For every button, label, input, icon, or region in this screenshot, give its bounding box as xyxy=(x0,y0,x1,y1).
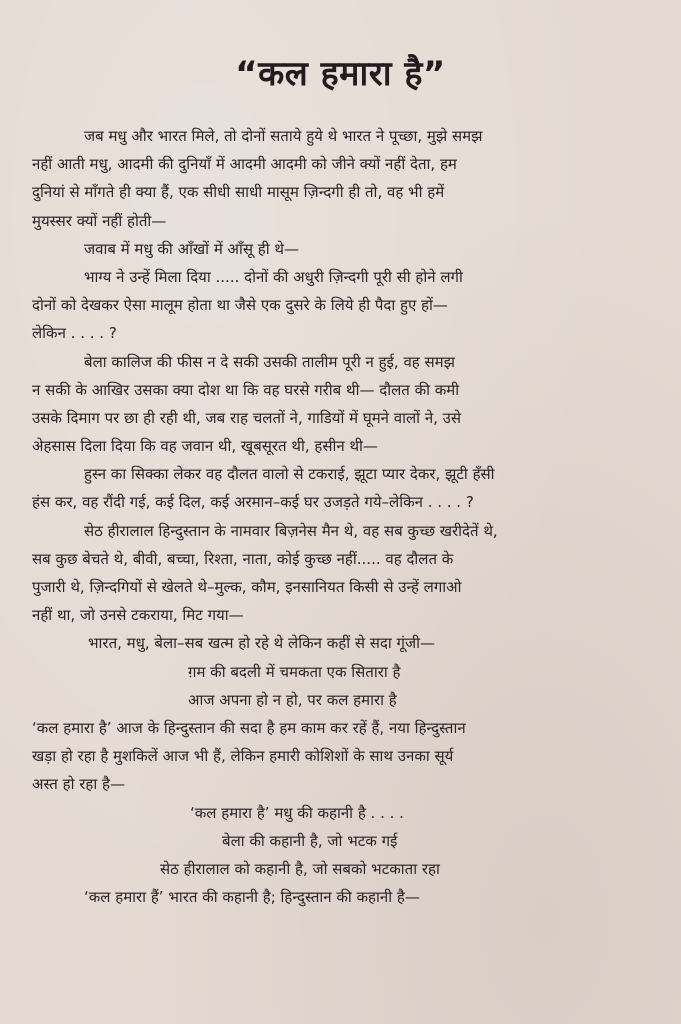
closing-line: ‘कल हमारा है’ मधु की कहानी है . . . . xyxy=(190,803,404,822)
text-line: नहीं आती मधु, आदमी की दुनियाँ में आदमी आदमी को जीने क्यों नहीं देता, हम xyxy=(32,155,457,174)
text-line: नहीं था, जो उनसे टकराया, मिट गया— xyxy=(32,606,244,625)
text-line: न सकी के आखिर उसका क्या दोश था कि वह घरसे गरीब थी— दौलत की कमी xyxy=(32,380,460,399)
text-line: हुस्न का सिक्का लेकर वह दौलत वालो से टकराई, झूटा प्यार देकर, झूटी हँसी xyxy=(84,465,495,484)
text-line: मुयस्सर क्यों नहीं होती— xyxy=(32,211,167,230)
text-line: खड़ा हो रहा है मुशकिलें आज भी हैं, लेकिन हमारी कोशिशों के साथ उनका सूर्य xyxy=(32,747,454,766)
text-line: उसके दिमाग पर छा ही रही थी, जब राह चलतों ने, गाडियों में घूमने वालों ने, उसे xyxy=(32,408,462,427)
text-line: हंस कर, वह रौंदी गई, कई दिल, कई अरमान–कई घर उजड़ते गये–लेकिन . . . . ? xyxy=(32,493,474,512)
text-line: भाग्य ने उन्हें मिला दिया ..... दोनों की अधुरी ज़िन्दगी पूरी सी होने लगी xyxy=(84,267,463,286)
text-line: पुजारी थे, ज़िन्दगियों से खेलते थे–मुल्क, कौम, इनसानियत किसी से उन्हें लगाओ xyxy=(32,578,462,596)
closing-line: ‘कल हमारा हैं’ भारत की कहानी है; हिन्दुस्तान की कहानी है— xyxy=(84,888,420,907)
synopsis-text xyxy=(32,122,659,911)
closing-line: सेठ हीरालाल को कहानी है, जो सबको भटकाता रहा xyxy=(160,859,440,878)
text-line: लेकिन . . . . ? xyxy=(32,324,117,343)
closing-line: बेला की कहानी है, जो भटक गई xyxy=(222,831,398,850)
text-line: जब मधु और भारत मिले, तो दोनों सताये हुये थे भारत ने पूच्छा, मुझे समझ xyxy=(84,127,483,145)
text-line: दोनों को देखकर ऐसा मालूम होता था जैसे एक दुसरे के लिये ही पैदा हुए हों— xyxy=(32,296,448,315)
text-line: अेहसास दिला दिया कि वह जवान थी, खूबसूरत थी, हसीन थी— xyxy=(32,437,378,456)
text-line: भारत, मधु, बेला–सब खत्म हो रहे थे लेकिन कहीं से सदा गूंजी— xyxy=(88,634,435,653)
text-line: जवाब में मधु की आँखों में आँसू ही थे— xyxy=(84,239,299,258)
text-line: सेठ हीरालाल हिन्दुस्तान के नामवार बिज़नेस मैन थे, वह सब कुच्छ खरीदेतें थे, xyxy=(84,521,498,540)
text-line: दुनियां से माँगते ही क्या हैं, एक सीधी साधी मासूम ज़िन्दगी ही तो, वह भी हमें xyxy=(32,183,445,202)
text-line: ‘कल हमारा है’ आज के हिन्दुस्तान की सदा है हम काम कर रहें हैं, नया हिन्दुस्तान xyxy=(32,718,466,737)
verse-line: ग़म की बदली में चमकता एक सितारा है xyxy=(188,662,401,681)
text-line: बेला कालिज की फीस न दे सकी उसकी तालीम पूरी न हुई, वह समझ xyxy=(84,352,455,371)
verse-line: आज अपना हो न हो, पर कल हमारा है xyxy=(188,690,397,709)
text-line: सब कुछ बेचते थे, बीवी, बच्चा, रिश्ता, नाता, कोई कुच्छ नहीं..... वह दौलत के xyxy=(32,549,454,568)
text-line: अस्त हो रहा है— xyxy=(32,775,125,794)
page-title: “कल हमारा है” xyxy=(235,54,446,94)
